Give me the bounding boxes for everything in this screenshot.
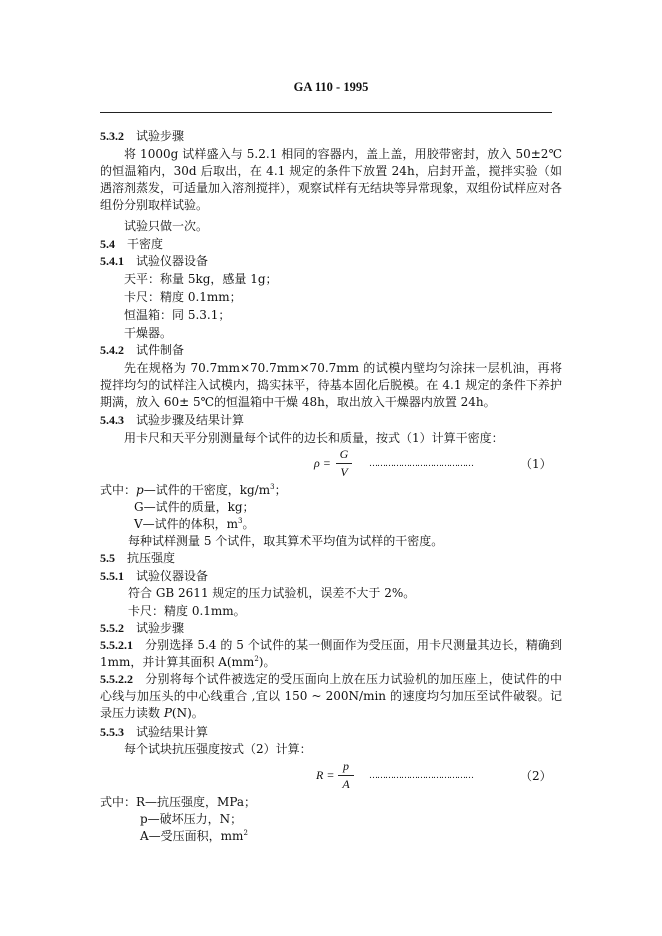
equipment-item: 卡尺：精度 0.1mm。 [128, 604, 246, 618]
formula-2-intro: 每个试块抗压强度按式（2）计算： [124, 742, 312, 756]
equipment-item: 恒温箱：同 5.3.1； [124, 308, 231, 322]
section-5-5-1-heading: 5.5.1 试验仪器设备 [100, 569, 209, 583]
formula-1-lhs: ρ = [314, 456, 331, 470]
equipment-item: 干燥器。 [124, 326, 173, 340]
section-5-5-heading: 5.5 抗压强度 [100, 551, 176, 565]
formula-1-label: （1） [520, 457, 552, 471]
formula-2-fraction-bar [338, 775, 354, 776]
formula-2-denominator: A [342, 777, 350, 791]
standard-number: GA 110 - 1995 [293, 80, 369, 94]
formula-1-where-3: V—试件的体积，$m^3$。 [134, 517, 255, 531]
section-5-4-2-paragraph: 先在规格为 70.7mm×70.7mm×70.7mm 的试模内壁均匀涂抹一层机油，再将搅拌均匀的试样注入试模内，捣实抹平，待基本固化后脱模。在 4.1 规定的条件下养护期满，放入 60± 5℃的恒温箱中干燥 48h，取出放入干燥器内放置 24h。 [100, 361, 562, 409]
section-5-5-2-2-paragraph: 5.5.2.2 分别将每个试件被选定的受压面向上放在压力试验机的加压座上，使试件的中心线与加压头的中心线重合 ,宜以 150 ~ 200N/min 的速度均匀加压至试件破裂。记录压力读数 P(N)。 [100, 672, 562, 720]
section-5-4-3-heading: 5.4.3 试验步骤及结果计算 [100, 413, 245, 427]
formula-2-where-2: p—破坏压力，N； [140, 812, 243, 826]
section-5-5-2-heading: 5.5.2 试验步骤 [100, 621, 185, 635]
formula-1-numerator: G [339, 447, 349, 461]
section-5-4-2-heading: 5.4.2 试件制备 [100, 343, 185, 357]
equipment-item: 天平：称量 5kg，感量 1g； [124, 272, 278, 286]
section-5-4-3-conclusion: 每种试样测量 5 个试件，取其算术平均值为试样的干密度。 [128, 534, 444, 548]
formula-2-lhs: R = [316, 768, 335, 782]
formula-1-where-2: G—试件的质量，kg； [134, 500, 255, 514]
formula-1-leader-dots: ………………………………… [369, 459, 473, 469]
section-5-3-2-paragraph: 将 1000g 试样盛入与 5.2.1 相同的容器内，盖上盖，用胶带密封，放入 50±2℃的恒温箱内，30d 后取出，在 4.1 规定的条件下放置 24h，启封开盖，搅拌实验（如遇溶剂蒸发，可适量加入溶剂搅拌），观察试样有无结块等异常现象，双组份试样应对各组份分别取样试验。 [100, 147, 563, 212]
section-5-4-heading: 5.4 干密度 [100, 237, 164, 251]
formula-1-denominator: V [340, 465, 348, 479]
section-5-4-1-heading: 5.4.1 试验仪器设备 [100, 254, 209, 268]
section-5-3-2-heading: 5.3.2 试验步骤 [100, 129, 185, 143]
formula-1-fraction-bar [336, 463, 352, 464]
section-5-5-2-1-paragraph: 5.5.2.1 分别选择 5.4 的 5 个试件的某一侧面作为受压面，用卡尺测量其边长，精确到 1mm，并计算其面积 $A(mm^2)$。 [100, 638, 562, 669]
formula-2-leader-dots: ………………………………… [369, 771, 473, 781]
formula-2-where-1: 式中：R—抗压强度，MPa； [100, 795, 257, 809]
formula-1-intro: 用卡尺和天平分别测量每个试件的边长和质量，按式（1）计算干密度： [124, 431, 504, 445]
formula-2-numerator: p [343, 759, 349, 773]
section-5-3-2-note: 试验只做一次。 [124, 219, 209, 233]
header-rule [100, 112, 552, 113]
section-5-5-3-heading: 5.5.3 试验结果计算 [100, 725, 209, 739]
equipment-item: 符合 GB 2611 规定的压力试验机，误差不大于 2%。 [128, 586, 416, 600]
equipment-item: 卡尺：精度 0.1mm； [124, 290, 242, 304]
formula-2-where-3: A—受压面积，$mm^2$ [140, 829, 248, 843]
formula-1-where-1: 式中：p—试件的干密度，$kg/m^3$； [100, 483, 287, 497]
formula-2-label: （2） [520, 769, 552, 783]
